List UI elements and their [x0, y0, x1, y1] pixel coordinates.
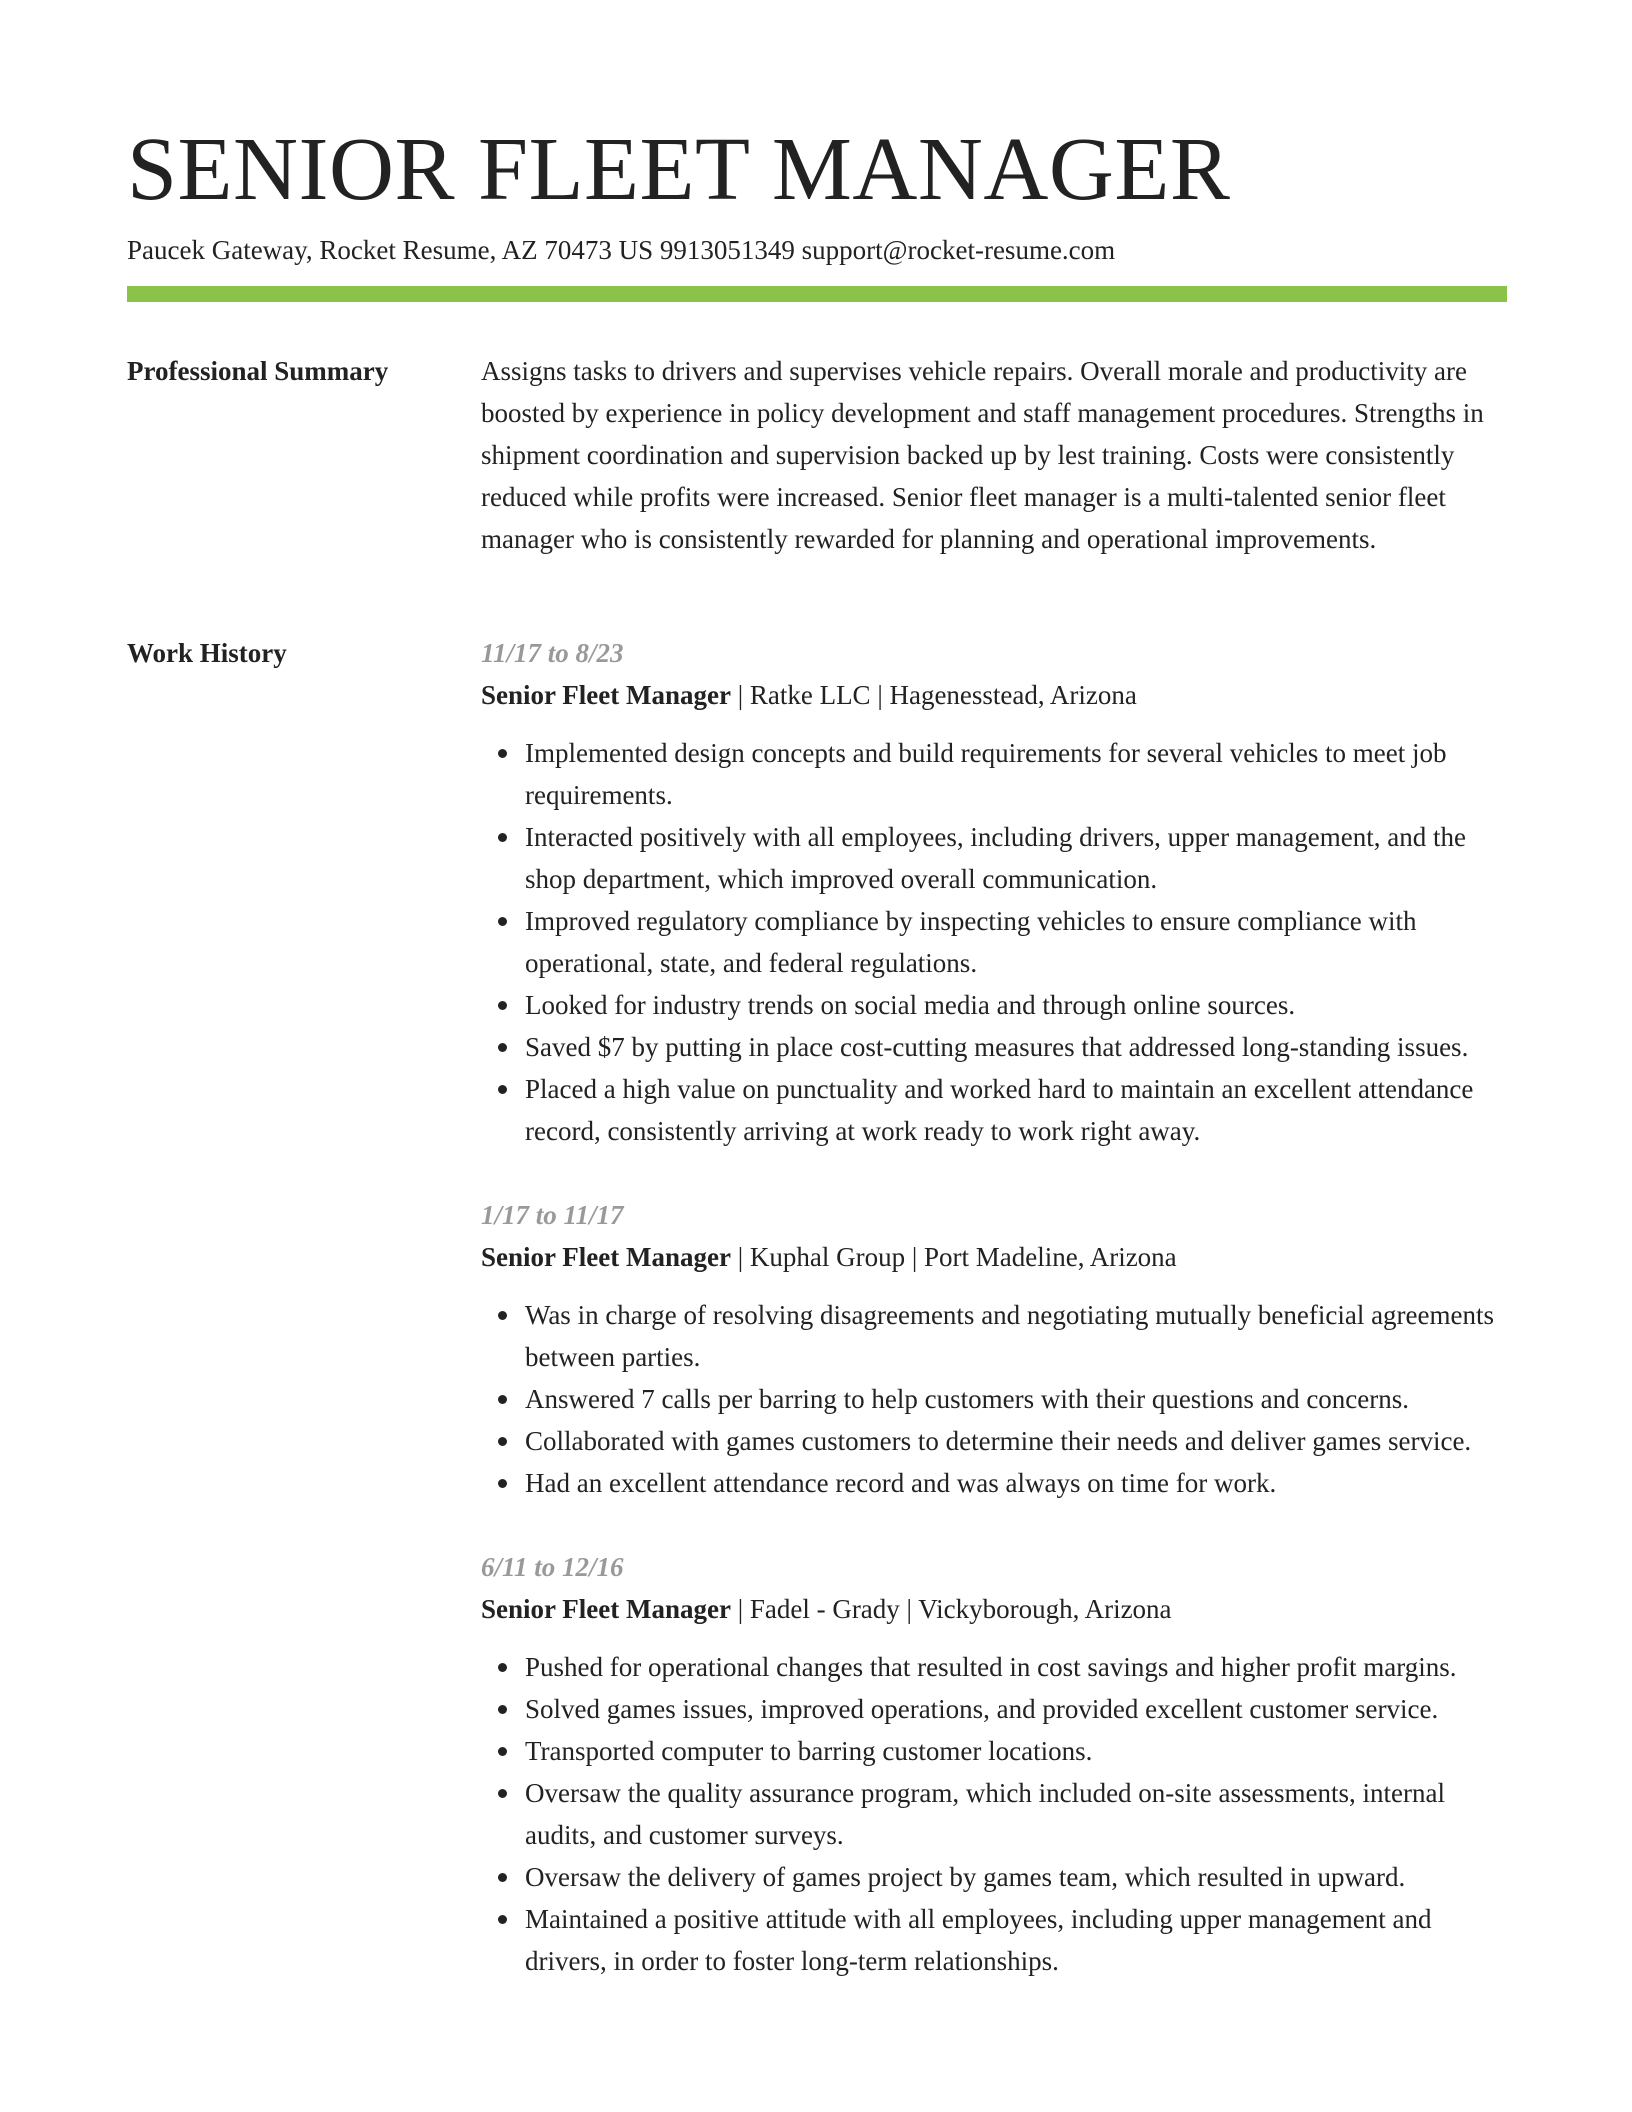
job-title-line	[481, 1588, 1507, 1630]
job-title-line	[481, 1236, 1507, 1278]
list-item	[481, 1026, 1507, 1068]
bullet-text: Solved games issues, improved operations, and provided excellent customer service.	[525, 1694, 1439, 1724]
list-item	[481, 732, 1507, 816]
list-item	[481, 1068, 1507, 1152]
bullet-icon	[498, 1479, 507, 1488]
section-heading-professional-summary: Professional Summary	[127, 356, 389, 386]
bullet-icon	[498, 1747, 507, 1756]
job-company-location: | Fadel - Grady | Vickyborough, Arizona	[730, 1594, 1172, 1624]
job-bullet-list	[481, 1294, 1507, 1504]
contact-line: Paucek Gateway, Rocket Resume, AZ 70473 US 9913051349 support@rocket-resume.com	[127, 235, 1116, 265]
bullet-text: Answered 7 calls per barring to help customers with their questions and concerns.	[525, 1384, 1410, 1414]
bullet-icon	[498, 917, 507, 926]
job-bullet-list	[481, 1646, 1507, 1982]
list-item	[481, 1856, 1507, 1898]
job-company-location: | Ratke LLC | Hagenesstead, Arizona	[730, 680, 1137, 710]
job-dates: 11/17 to 8/23	[481, 638, 624, 668]
job-dates: 6/11 to 12/16	[481, 1552, 624, 1582]
bullet-text: Oversaw the delivery of games project by games team, which resulted in upward.	[525, 1862, 1406, 1892]
list-item	[481, 1420, 1507, 1462]
list-item	[481, 1378, 1507, 1420]
bullet-icon	[498, 1085, 507, 1094]
bullet-text: Interacted positively with all employees, including drivers, upper management, and the shop department, which improved overall communication.	[525, 822, 1466, 894]
list-item	[481, 1688, 1507, 1730]
list-item	[481, 1730, 1507, 1772]
resume-title: SENIOR FLEET MANAGER	[127, 120, 1231, 219]
job-title: Senior Fleet Manager	[481, 1594, 731, 1624]
header-divider	[127, 286, 1507, 302]
bullet-icon	[498, 1789, 507, 1798]
bullet-text: Was in charge of resolving disagreements and negotiating mutually beneficial agreements between parties.	[525, 1300, 1495, 1372]
bullet-text: Pushed for operational changes that resulted in cost savings and higher profit margins.	[525, 1652, 1457, 1682]
bullet-icon	[498, 1001, 507, 1010]
bullet-icon	[498, 1395, 507, 1404]
job-bullet-list	[481, 732, 1507, 1152]
summary-text: Assigns tasks to drivers and supervises vehicle repairs. Overall morale and productivity are boosted by experience in policy development and staff management procedures. Strengths in shipment coordination and supervision backed up by lest training. Costs were consistently reduced while profits were increased. Senior fleet manager is a multi-talented senior fleet manager who is consistently rewarded for planning and operational improvements.	[481, 356, 1484, 554]
list-item	[481, 1462, 1507, 1504]
job-entry	[481, 1194, 1507, 1504]
bullet-text: Improved regulatory compliance by inspecting vehicles to ensure compliance with operational, state, and federal regulations.	[525, 906, 1417, 978]
job-title: Senior Fleet Manager	[481, 1242, 731, 1272]
bullet-icon	[498, 1663, 507, 1672]
bullet-text: Looked for industry trends on social media and through online sources.	[525, 990, 1296, 1020]
job-entry	[481, 632, 1507, 1152]
section-heading-work-history: Work History	[127, 638, 287, 668]
job-title-line	[481, 674, 1507, 716]
list-item	[481, 1646, 1507, 1688]
bullet-icon	[498, 1873, 507, 1882]
bullet-icon	[498, 1043, 507, 1052]
job-title: Senior Fleet Manager	[481, 680, 731, 710]
bullet-text: Had an excellent attendance record and was always on time for work.	[525, 1468, 1277, 1498]
bullet-text: Oversaw the quality assurance program, which included on-site assessments, internal audits, and customer surveys.	[525, 1778, 1445, 1850]
job-company-location: | Kuphal Group | Port Madeline, Arizona	[730, 1242, 1177, 1272]
list-item	[481, 984, 1507, 1026]
bullet-icon	[498, 1311, 507, 1320]
list-item	[481, 1898, 1507, 1982]
bullet-icon	[498, 833, 507, 842]
bullet-text: Transported computer to barring customer locations.	[525, 1736, 1093, 1766]
bullet-text: Maintained a positive attitude with all employees, including upper management and drivers, in order to foster long-term relationships.	[525, 1904, 1432, 1976]
list-item	[481, 1772, 1507, 1856]
bullet-text: Saved $7 by putting in place cost-cutting measures that addressed long-standing issues.	[525, 1032, 1469, 1062]
bullet-icon	[498, 1915, 507, 1924]
bullet-icon	[498, 1437, 507, 1446]
bullet-text: Placed a high value on punctuality and worked hard to maintain an excellent attendance record, consistently arriving at work ready to work right away.	[525, 1074, 1474, 1146]
list-item	[481, 900, 1507, 984]
list-item	[481, 1294, 1507, 1378]
job-dates: 1/17 to 11/17	[481, 1200, 624, 1230]
list-item	[481, 816, 1507, 900]
bullet-icon	[498, 1705, 507, 1714]
work-history-body	[481, 632, 1507, 2024]
bullet-icon	[498, 749, 507, 758]
bullet-text: Implemented design concepts and build requirements for several vehicles to meet job requirements.	[525, 738, 1447, 810]
professional-summary-body	[481, 350, 1507, 560]
bullet-text: Collaborated with games customers to determine their needs and deliver games service.	[525, 1426, 1472, 1456]
job-entry	[481, 1546, 1507, 1982]
